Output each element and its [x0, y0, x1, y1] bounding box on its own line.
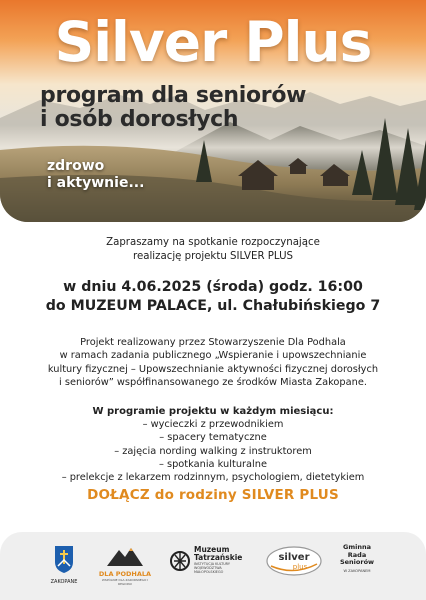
dla-podhala-label: DLA PODHALA	[98, 570, 152, 578]
hero-subtitle-line-1: program dla seniorów	[40, 83, 307, 108]
muzeum-tatrzanskie-logo	[170, 546, 250, 574]
dla-podhala-sub: WSPÓLNIE DLA ZAKOPANEGO I REGIONU	[101, 578, 149, 586]
project-line-4: i seniorów” współfinansowanego ze środków Miasta Zakopane.	[59, 377, 367, 389]
program-title: W programie projektu w każdym miesiącu:	[92, 405, 334, 417]
join-call-to-action: DOŁĄCZ do rodziny SILVER PLUS	[87, 487, 339, 503]
dla-podhala-logo	[96, 546, 154, 586]
hero-title: Silver Plus	[54, 10, 372, 74]
invitation-line-2: realizację projektu SILVER PLUS	[133, 251, 293, 262]
program-item: – zajęcia nording walking z instruktorem	[114, 445, 312, 457]
program-item: – spacery tematyczne	[159, 432, 267, 444]
muzeum-name-line-2: Tatrzańskie	[194, 553, 243, 562]
rada-line-1: Gminna	[343, 543, 371, 551]
program-item: – prelekcje z lekarzem rodzinnym, psychologiem, dietetykiem	[61, 472, 365, 484]
program-list	[0, 418, 426, 484]
program-item: – wycieczki z przewodnikiem	[142, 419, 284, 431]
invitation-line-1: Zapraszamy na spotkanie rozpoczynające	[106, 237, 320, 248]
museum-emblem-icon	[170, 548, 190, 574]
rada-seniorow-logo	[330, 544, 384, 573]
hero-subtitle-line-2: i osób dorosłych	[40, 107, 239, 132]
hero-tagline	[47, 158, 207, 192]
event-place: do MUZEUM PALACE, ul. Chałubińskiego 7	[45, 298, 381, 314]
event-date: w dniu 4.06.2025 (środa) godz. 16:00	[63, 279, 363, 295]
hero-banner	[0, 0, 426, 222]
hero-tagline-line-2: i aktywnie...	[47, 175, 145, 191]
partner-logos-footer	[0, 532, 426, 600]
silver-word: silver	[278, 552, 310, 563]
muzeum-sub: INSTYTUCJA KULTURY WOJEWÓDZTWA MAŁOPOLSKIEGO	[194, 562, 230, 574]
rada-sub: W ZAKOPANEM	[343, 568, 371, 573]
silver-plus-logo	[265, 544, 323, 578]
rada-line-3: Seniorów	[339, 558, 375, 566]
muzeum-name-line-1: Muzeum	[194, 545, 230, 554]
event-details	[0, 278, 426, 316]
hero-subtitle	[40, 84, 400, 132]
project-line-2: w ramach zadania publicznego „Wspieranie i upowszechnianie	[59, 350, 367, 362]
rada-line-2: Rada	[347, 550, 367, 559]
zakopane-crest-icon	[53, 544, 75, 574]
project-line-1: Projekt realizowany przez Stowarzyszenie Dla Podhala	[80, 337, 346, 348]
zakopane-logo	[44, 544, 84, 585]
hero-tagline-line-1: zdrowo	[47, 158, 105, 174]
project-description	[0, 336, 426, 390]
program-item: – spotkania kulturalne	[158, 458, 268, 470]
project-line-3: kultury fizycznej – Upowszechnianie aktywności fizycznej dorosłych	[47, 363, 379, 375]
mountain-logo-icon	[107, 546, 143, 566]
invitation-text	[0, 236, 426, 264]
zakopane-label: ZAKOPANE	[50, 579, 78, 585]
plus-word: plus	[292, 563, 308, 571]
main-content	[0, 228, 426, 485]
